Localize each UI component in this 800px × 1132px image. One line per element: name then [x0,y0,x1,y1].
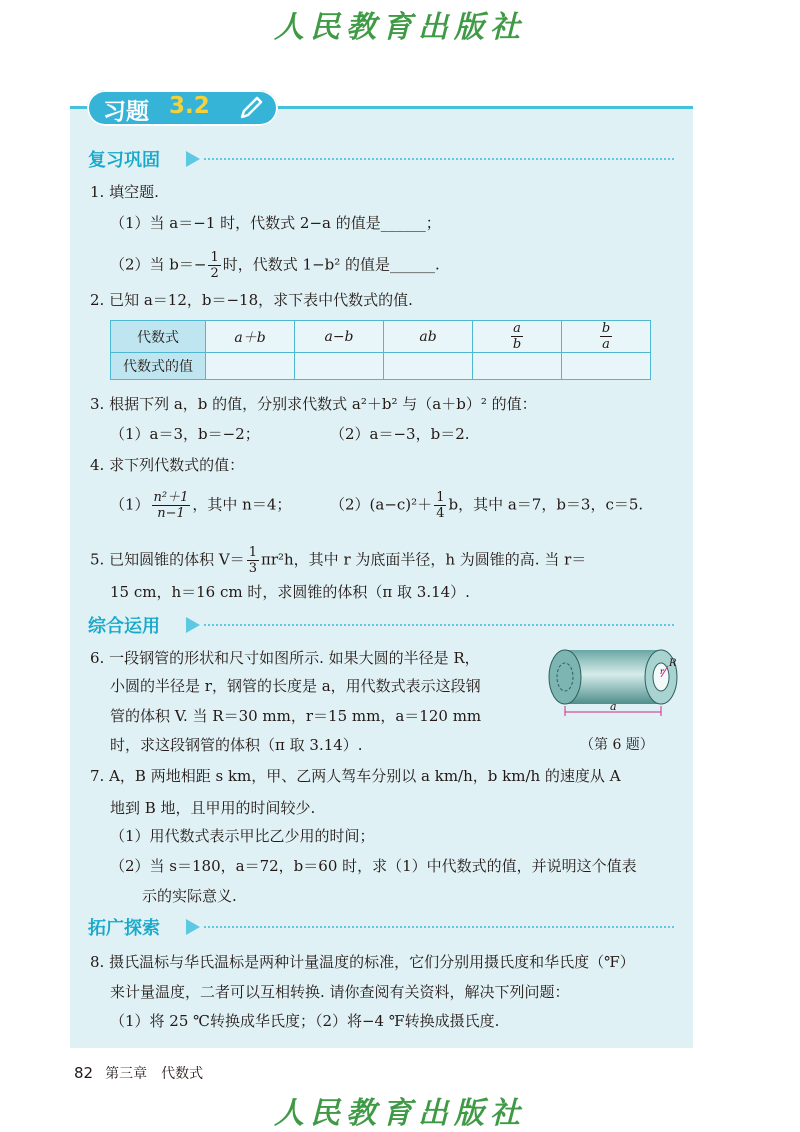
exercise-panel [70,106,693,1048]
page-footer [74,1063,203,1083]
frac-num: 1 [248,545,257,560]
label-r: r [660,667,664,676]
frac-den: a [602,337,610,352]
q1-stem: 1. 填空题. [90,183,159,201]
publisher-footer: 人民教育出版社 [274,1096,526,1131]
page-number: 82 [74,1064,94,1082]
frac-den: 4 [436,506,445,521]
table-value-cell [562,353,651,380]
q4-fraction1 [152,490,191,521]
section-apply-title: 综合运用 [88,616,160,637]
label-R: R [669,658,677,669]
table-expr-cell [473,321,562,353]
q5-post: πr²h，其中 r 为底面半径，h 为圆锥的高. 当 r＝ [260,550,587,569]
q4-part2-pre: （2）(a−c)²＋ [330,495,433,514]
section-explore-rule [204,926,674,928]
table-header-value: 代数式的值 [111,353,206,380]
q3-part1: （1）a＝3，b＝−2； [110,425,260,443]
figure-caption: （第 6 题） [580,737,654,753]
section-review-rule [204,158,674,160]
table-value-cell [384,353,473,380]
table-frac-b-a [600,321,612,352]
q1-frac-den: 2 [210,266,219,281]
section-apply-rule [204,624,674,626]
q5-line2: 15 cm，h＝16 cm 时，求圆锥的体积（π 取 3.14）. [110,583,470,601]
q6-line2: 小圆的半径是 r，钢管的长度是 a，用代数式表示这段钢 [110,677,481,695]
section-explore-title: 拓广探索 [88,918,160,939]
q4-fraction2 [434,490,446,521]
q1-part2-pre: （2）当 b＝− [110,255,207,274]
exercise-title-tab [87,90,278,126]
q2-value-table [110,320,651,380]
q8-line2: 来计量温度，二者可以互相转换. 请你查阅有关资料，解决下列问题： [110,983,570,1001]
q5-fraction [247,545,259,576]
frac-num: n²＋1 [153,490,189,505]
q6-line4: 时，求这段钢管的体积（π 取 3.14）. [110,736,363,754]
q7-part2: （2）当 s＝180，a＝72，b＝60 时，求（1）中代数式的值，并说明这个值表 [110,857,637,875]
q4-part2 [330,490,643,521]
q2-stem: 2. 已知 a＝12，b＝−18，求下表中代数式的值. [90,291,413,309]
exercise-word: 习题 [103,99,149,125]
publisher-header: 人民教育出版社 [274,10,526,45]
table-header-expr: 代数式 [111,321,206,353]
q3-stem: 3. 根据下列 a，b 的值，分别求代数式 a²＋b² 与（a＋b）² 的值： [90,395,537,413]
chapter-title: 第三章 代数式 [105,1066,204,1082]
section-review-arrow-icon [186,151,200,167]
table-expr-cell: ab [384,321,473,353]
frac-den: n−1 [157,506,185,521]
q7-line1: 7. A，B 两地相距 s km，甲、乙两人驾车分别以 a km/h，b km/h 的速度从 A [90,767,621,785]
table-frac-a-b [511,321,523,352]
q4-stem: 4. 求下列代数式的值： [90,456,245,474]
q1-part2-post: 时，代数式 1−b² 的值是______. [222,255,440,274]
q5-pre: 5. 已知圆锥的体积 V＝ [90,550,245,569]
q1-part2 [110,250,440,281]
frac-den: b [512,337,522,352]
label-a: a [610,700,617,713]
q1-frac-num: 1 [210,250,219,265]
q6-line1: 6. 一段钢管的形状和尺寸如图所示. 如果大圆的半径是 R， [90,649,480,667]
q8-parts: （1）将 25 ℃转换成华氏度；（2）将−4 ℉转换成摄氏度. [110,1012,500,1030]
q7-part1: （1）用代数式表示甲比乙少用的时间； [110,827,375,845]
pencil-icon [237,94,265,122]
section-explore-arrow-icon [186,919,200,935]
q5-line1 [90,545,586,576]
section-apply-arrow-icon [186,617,200,633]
table-expr-cell: a＋b [206,321,295,353]
q1-part1: （1）当 a＝−1 时，代数式 2−a 的值是______； [110,214,441,232]
q7-part2-cont: 示的实际意义. [142,887,237,905]
q8-line1: 8. 摄氏温标与华氏温标是两种计量温度的标准，它们分别用摄氏度和华氏度（℉） [90,953,635,971]
q4-part1-post: ，其中 n＝4； [192,495,292,514]
steel-pipe-figure [547,644,679,718]
q7-line2: 地到 B 地，且甲用的时间较少. [110,799,316,817]
table-value-cell [206,353,295,380]
frac-den: 3 [248,561,257,576]
table-expr-cell [562,321,651,353]
frac-num: 1 [436,490,445,505]
q3-part2: （2）a＝−3，b＝2. [330,425,470,443]
q4-part2-post: b，其中 a＝7，b＝3，c＝5. [448,495,644,514]
q4-part1-pre: （1） [110,495,150,514]
pipe-left-end [549,650,581,704]
q4-part1 [110,490,291,521]
table-expr-cell: a−b [295,321,384,353]
q6-line3: 管的体积 V. 当 R＝30 mm，r＝15 mm，a＝120 mm [110,707,482,725]
frac-num: b [601,321,611,336]
table-value-cell [295,353,384,380]
frac-num: a [511,321,523,337]
q1-fraction [208,250,220,281]
section-review-title: 复习巩固 [88,150,160,171]
table-value-cell [473,353,562,380]
exercise-number: 3.2 [169,93,210,119]
